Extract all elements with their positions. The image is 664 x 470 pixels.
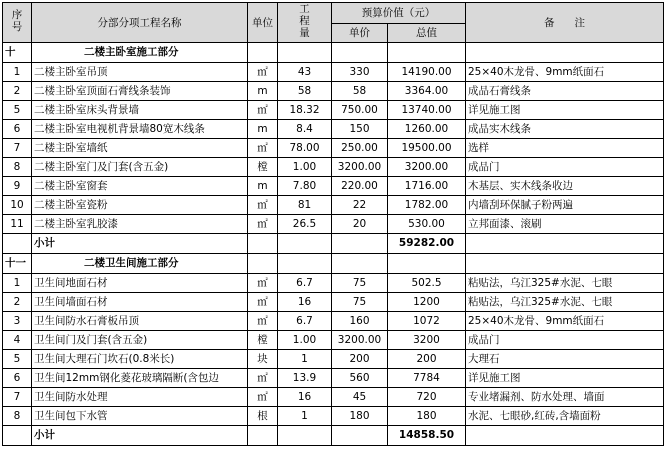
row-note: 内墙刮环保腻子粉两遍: [466, 196, 664, 215]
row-unit: m: [248, 120, 278, 139]
row-total: 3200.00: [388, 158, 466, 177]
table-row: [3, 139, 664, 158]
empty-cell: [332, 43, 388, 63]
empty-cell: [388, 254, 466, 274]
row-name: 卫生间门及门套(含五金): [32, 331, 248, 350]
section-seq: 十一: [3, 254, 32, 274]
table-row: [3, 215, 664, 234]
row-unit-price: 250.00: [332, 139, 388, 158]
row-note: 专业堵漏剂、防水处理、墙面: [466, 388, 664, 407]
row-name: 卫生间地面石材: [32, 274, 248, 293]
row-note: 立邦面漆、滚刷: [466, 215, 664, 234]
header-row-1: [3, 3, 664, 24]
row-note: 成品石膏线条: [466, 82, 664, 101]
table-row: [3, 312, 664, 331]
row-name: 卫生间12mm钢化菱花玻璃隔断(含包边: [32, 369, 248, 388]
row-seq: 7: [3, 139, 32, 158]
row-unit-price: 20: [332, 215, 388, 234]
section-header-row: [3, 254, 664, 274]
table-row: [3, 388, 664, 407]
header-qty: [278, 3, 332, 43]
row-name: 卫生间包下水管: [32, 407, 248, 426]
empty-cell: [248, 43, 278, 63]
row-seq: 1: [3, 274, 32, 293]
row-total: 14190.00: [388, 63, 466, 82]
header-seq: [3, 3, 32, 43]
row-note: 选样: [466, 139, 664, 158]
row-unit-price: 150: [332, 120, 388, 139]
row-seq: 3: [3, 312, 32, 331]
header-name: 分部分项工程名称: [32, 3, 248, 43]
row-note: 成品门: [466, 331, 664, 350]
row-name: 二楼主卧室墙纸: [32, 139, 248, 158]
row-seq: 5: [3, 101, 32, 120]
row-seq: 5: [3, 350, 32, 369]
row-seq: 8: [3, 407, 32, 426]
subtotal-label: 小计: [32, 426, 248, 446]
row-qty: 18.32: [278, 101, 332, 120]
row-unit-price: 58: [332, 82, 388, 101]
row-name: 卫生间大理石门坎石(0.8米长): [32, 350, 248, 369]
row-unit: ㎡: [248, 369, 278, 388]
row-total: 3364.00: [388, 82, 466, 101]
table-row: [3, 369, 664, 388]
empty-cell: [278, 43, 332, 63]
table-row: [3, 158, 664, 177]
empty-cell: [3, 234, 32, 254]
table-row: [3, 293, 664, 312]
row-qty: 6.7: [278, 274, 332, 293]
row-seq: 6: [3, 120, 32, 139]
row-name: 二楼主卧室乳胶漆: [32, 215, 248, 234]
row-qty: 26.5: [278, 215, 332, 234]
row-unit: ㎡: [248, 312, 278, 331]
row-unit: m: [248, 177, 278, 196]
row-unit: ㎡: [248, 63, 278, 82]
row-unit: 樘: [248, 331, 278, 350]
row-note: 木基层、实木线条收边: [466, 177, 664, 196]
row-name: 二楼主卧室窗套: [32, 177, 248, 196]
row-unit-price: 330: [332, 63, 388, 82]
row-note: 成品门: [466, 158, 664, 177]
empty-cell: [278, 254, 332, 274]
row-qty: 1.00: [278, 158, 332, 177]
row-seq: 7: [3, 388, 32, 407]
row-name: 二楼主卧室顶面石膏线条装饰: [32, 82, 248, 101]
row-name: 卫生间防水石膏板吊顶: [32, 312, 248, 331]
row-name: 二楼主卧室床头背景墙: [32, 101, 248, 120]
table-row: [3, 196, 664, 215]
row-unit-price: 200: [332, 350, 388, 369]
row-unit-price: 560: [332, 369, 388, 388]
row-unit: m: [248, 82, 278, 101]
row-qty: 78.00: [278, 139, 332, 158]
row-qty: 58: [278, 82, 332, 101]
row-unit-price: 220.00: [332, 177, 388, 196]
subtotal-row: [3, 234, 664, 254]
row-total: 200: [388, 350, 466, 369]
section-title: 二楼卫生间施工部分: [32, 254, 248, 274]
empty-cell: [248, 254, 278, 274]
budget-sheet: [2, 2, 664, 446]
header-seq-text: 序 号: [11, 9, 23, 33]
table-row: [3, 274, 664, 293]
table-row: [3, 331, 664, 350]
table-row: [3, 120, 664, 139]
row-qty: 1.00: [278, 331, 332, 350]
row-seq: 4: [3, 331, 32, 350]
row-unit: ㎡: [248, 101, 278, 120]
section-seq: 十: [3, 43, 32, 63]
header-unit: 单位: [248, 3, 278, 43]
row-total: 180: [388, 407, 466, 426]
row-name: 二楼主卧室电视机背景墙80宽木线条: [32, 120, 248, 139]
row-total: 1716.00: [388, 177, 466, 196]
row-name: 二楼主卧室门及门套(含五金): [32, 158, 248, 177]
row-qty: 81: [278, 196, 332, 215]
row-total: 502.5: [388, 274, 466, 293]
row-seq: 11: [3, 215, 32, 234]
row-unit: 根: [248, 407, 278, 426]
empty-cell: [466, 426, 664, 446]
row-total: 1200: [388, 293, 466, 312]
empty-cell: [248, 234, 278, 254]
header-total: 总值: [388, 23, 466, 43]
row-seq: 9: [3, 177, 32, 196]
row-unit-price: 160: [332, 312, 388, 331]
row-note: 大理石: [466, 350, 664, 369]
row-unit: 樘: [248, 158, 278, 177]
row-note: 25×40木龙骨、9mm纸面石: [466, 312, 664, 331]
row-note: 粘贴法，乌江325#水泥、七眼: [466, 293, 664, 312]
subtotal-row: [3, 426, 664, 446]
table-row: [3, 63, 664, 82]
header-unit-price: 单价: [332, 23, 388, 43]
subtotal-value: 59282.00: [388, 234, 466, 254]
row-name: 卫生间防水处理: [32, 388, 248, 407]
row-unit-price: 75: [332, 274, 388, 293]
row-total: 7784: [388, 369, 466, 388]
row-seq: 8: [3, 158, 32, 177]
row-note: 成品实木线条: [466, 120, 664, 139]
row-total: 1260.00: [388, 120, 466, 139]
row-total: 19500.00: [388, 139, 466, 158]
table-row: [3, 177, 664, 196]
row-note: 粘贴法，乌江325#水泥、七眼: [466, 274, 664, 293]
empty-cell: [388, 43, 466, 63]
empty-cell: [332, 254, 388, 274]
section-title: 二楼主卧室施工部分: [32, 43, 248, 63]
subtotal-label: 小计: [32, 234, 248, 254]
row-unit: ㎡: [248, 388, 278, 407]
row-seq: 6: [3, 369, 32, 388]
table-row: [3, 350, 664, 369]
row-unit: ㎡: [248, 139, 278, 158]
row-total: 720: [388, 388, 466, 407]
row-total: 1782.00: [388, 196, 466, 215]
empty-cell: [466, 234, 664, 254]
row-total: 13740.00: [388, 101, 466, 120]
row-qty: 16: [278, 293, 332, 312]
empty-cell: [278, 426, 332, 446]
table-row: [3, 101, 664, 120]
row-name: 二楼主卧室瓷粉: [32, 196, 248, 215]
row-qty: 13.9: [278, 369, 332, 388]
row-qty: 43: [278, 63, 332, 82]
row-unit: ㎡: [248, 196, 278, 215]
row-total: 530.00: [388, 215, 466, 234]
header-budget: 预算价值（元）: [332, 3, 466, 24]
section-header-row: [3, 43, 664, 63]
table-row: [3, 82, 664, 101]
row-seq: 2: [3, 293, 32, 312]
row-unit: 块: [248, 350, 278, 369]
header-note: 备 注: [466, 3, 664, 43]
row-name: 二楼主卧室吊顶: [32, 63, 248, 82]
header-qty-text: 工 程 量: [299, 3, 310, 39]
row-qty: 1: [278, 350, 332, 369]
row-unit: ㎡: [248, 293, 278, 312]
subtotal-value: 14858.50: [388, 426, 466, 446]
empty-cell: [248, 426, 278, 446]
row-unit-price: 180: [332, 407, 388, 426]
row-seq: 2: [3, 82, 32, 101]
row-qty: 7.80: [278, 177, 332, 196]
row-total: 3200: [388, 331, 466, 350]
row-note: 详见施工图: [466, 101, 664, 120]
empty-cell: [278, 234, 332, 254]
empty-cell: [466, 43, 664, 63]
row-unit-price: 22: [332, 196, 388, 215]
row-unit-price: 750.00: [332, 101, 388, 120]
row-unit-price: 3200.00: [332, 331, 388, 350]
row-qty: 8.4: [278, 120, 332, 139]
row-unit-price: 75: [332, 293, 388, 312]
row-name: 卫生间墙面石材: [32, 293, 248, 312]
row-unit: ㎡: [248, 274, 278, 293]
empty-cell: [466, 254, 664, 274]
table-row: [3, 407, 664, 426]
empty-cell: [332, 234, 388, 254]
row-note: 25×40木龙骨、9mm纸面石: [466, 63, 664, 82]
row-qty: 1: [278, 407, 332, 426]
row-note: 详见施工图: [466, 369, 664, 388]
row-qty: 16: [278, 388, 332, 407]
row-unit-price: 45: [332, 388, 388, 407]
row-seq: 10: [3, 196, 32, 215]
row-qty: 6.7: [278, 312, 332, 331]
row-note: 水泥、七眼砂,红砖,含墙面粉: [466, 407, 664, 426]
row-seq: 1: [3, 63, 32, 82]
row-total: 1072: [388, 312, 466, 331]
row-unit-price: 3200.00: [332, 158, 388, 177]
row-unit: ㎡: [248, 215, 278, 234]
empty-cell: [3, 426, 32, 446]
empty-cell: [332, 426, 388, 446]
